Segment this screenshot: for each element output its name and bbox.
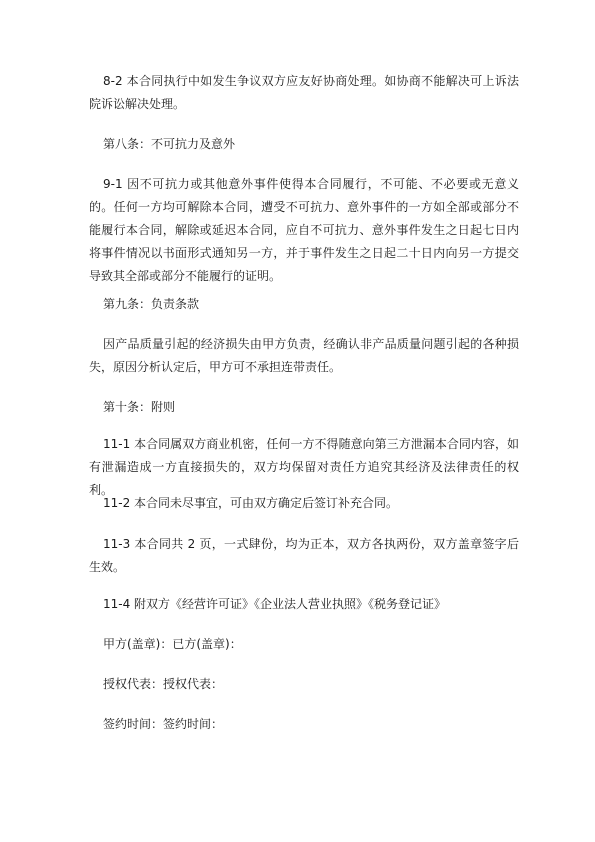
clause-11-1: 11-1 本合同属双方商业机密，任何一方不得随意向第三方泄漏本合同内容，如有泄漏造成一方直接损失的，双方均保留对责任方追究其经济及法律责任的权利。 bbox=[89, 437, 519, 497]
clause-8-2: 8-2 本合同执行中如发生争议双方应友好协商处理。如协商不能解决可上诉法院诉讼解决处理。 bbox=[89, 74, 519, 111]
clause-11-2: 11-2 本合同未尽事宜，可由双方确定后签订补充合同。 bbox=[103, 496, 399, 510]
signature-date-line: 签约时间：签约时间： bbox=[103, 717, 224, 731]
article-8-heading: 第八条：不可抗力及意外 bbox=[103, 137, 236, 151]
clause-11-3: 11-3 本合同共 2 页，一式肆份，均为正本，双方各执两份，双方盖章签字后生效。 bbox=[89, 537, 519, 574]
signature-seal-line: 甲方(盖章)：已方(盖章)： bbox=[103, 637, 242, 651]
liability-clause: 因产品质量引起的经济损失由甲方负责，经确认非产品质量问题引起的各种损失，原因分析认定后，甲方可不承担连带责任。 bbox=[89, 337, 519, 374]
clause-9-1: 9-1 因不可抗力或其他意外事件使得本合同履行，不可能、不必要或无意义的。任何一方均可解除本合同，遭受不可抗力、意外事件的一方如全部或部分不能履行本合同，解除或延迟本合同，应自不可抗力、意外事件发生之日起七日内将事件情况以书面形式通知另一方，并于事件发生之日起二十日内向另一方提交导致其全部或部分不能履行的证明。 bbox=[89, 177, 519, 283]
article-10-heading: 第十条：附则 bbox=[103, 400, 176, 414]
signature-representative-line: 授权代表：授权代表： bbox=[103, 677, 224, 691]
article-9-heading: 第九条：负责条款 bbox=[103, 297, 200, 311]
clause-11-4: 11-4 附双方《经营许可证》《企业法人营业执照》《税务登记证》 bbox=[103, 597, 447, 611]
